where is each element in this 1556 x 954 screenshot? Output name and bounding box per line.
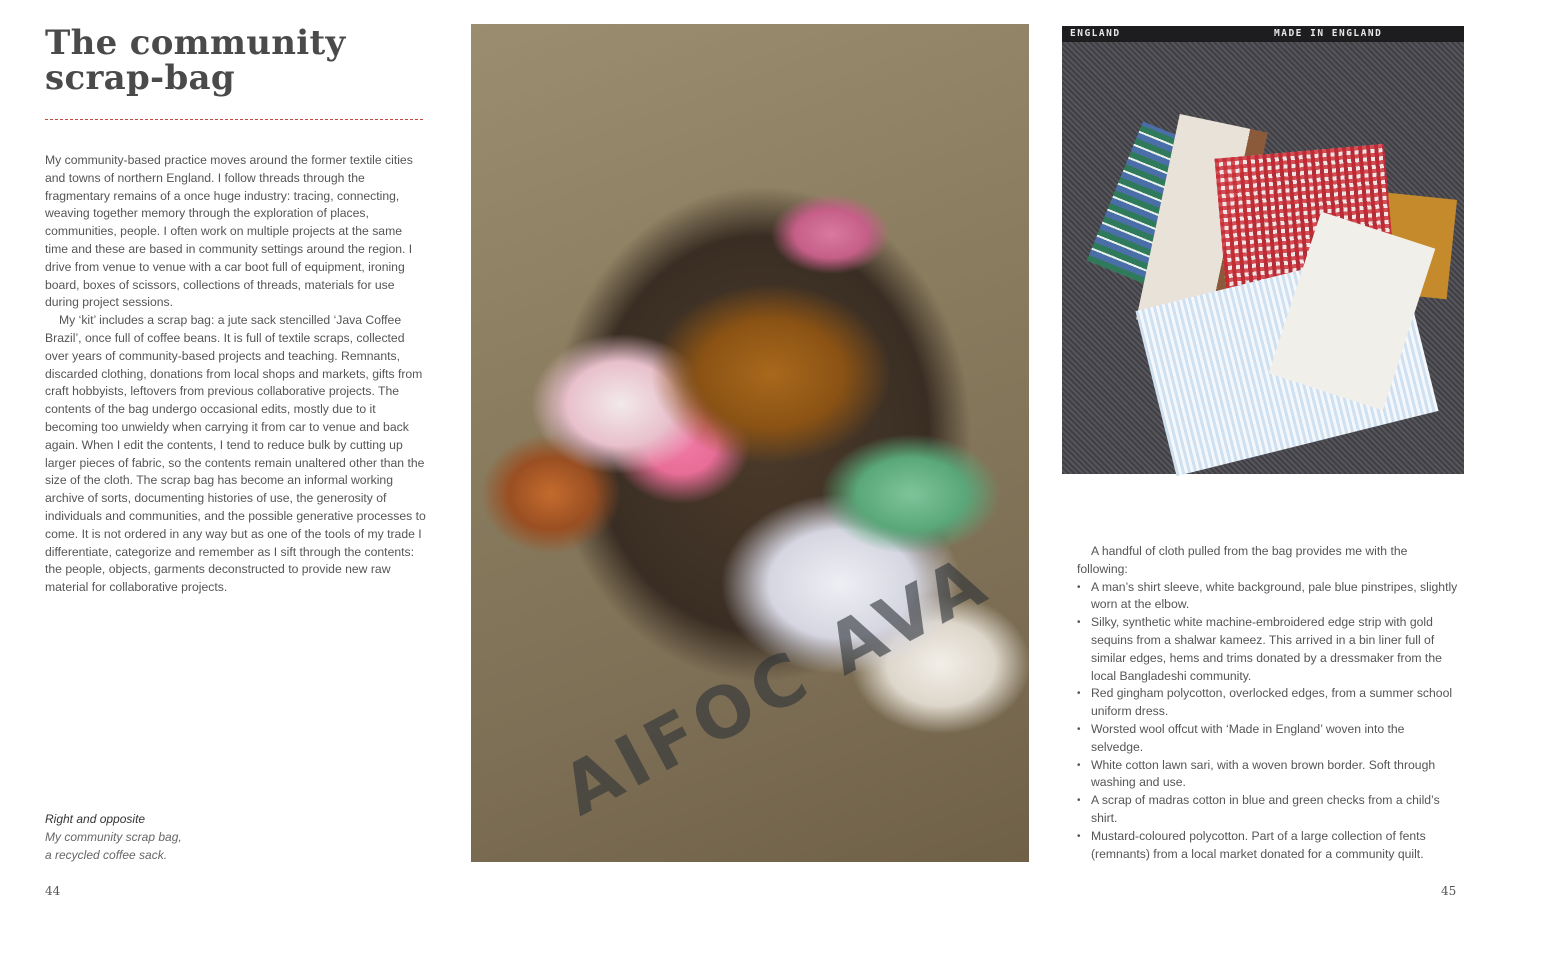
list-item: • Red gingham polycotton, overlocked edges, from a summer school uniform dress. (1077, 685, 1459, 721)
page-number-left: 44 (45, 884, 61, 898)
title-line-2: scrap-bag (45, 58, 235, 98)
scrap-bag-photo (471, 24, 1029, 862)
page-number-right: 45 (1441, 884, 1457, 898)
left-body-text (45, 152, 427, 597)
photo-caption (45, 810, 182, 864)
caption-line: a recycled coffee sack. (45, 848, 168, 862)
fabric-scraps-photo (1062, 26, 1464, 474)
paragraph: My ‘kit’ includes a scrap bag: a jute sack stencilled ‘Java Coffee Brazil’, once full of coffee beans. It is full of textile scraps, collected over years of community-based projects and teaching. Remnants, discarded clothing, donations from local shops and markets, gifts from craft hobbyists, leftovers from previous collaborative projects. The contents of the bag undergo occasional edits, mostly due to it becoming too unwieldy when carrying it from car to venue and back again. When I edit the contents, I tend to reduce bulk by cutting up larger pieces of fabric, so the contents remain unaltered other than the size of the cloth. The scrap bag has become an informal working archive of sorts, documenting histories of use, the generosity of individuals and communities, and the possible generative processes to come. It is not ordered in any way but as one of the tools of my trade I differentiate, categorize and remember as I sift through the contents: the people, objects, garments deconstructed to provide new raw material for collaborative projects. (45, 313, 426, 595)
list-item: • White cotton lawn sari, with a woven brown border. Soft through washing and use. (1077, 757, 1459, 793)
selvedge-text: MADE IN ENGLAND (1274, 28, 1383, 39)
list-item: • Mustard-coloured polycotton. Part of a large collection of fents (remnants) from a local market donated for a community quilt. (1077, 828, 1459, 864)
list-item: • Silky, synthetic white machine-embroidered edge strip with gold sequins from a shalwar kameez. This arrived in a bin liner full of similar edges, hems and trims donated by a dressmaker from the local Bangladeshi community. (1077, 614, 1459, 685)
caption-line: My community scrap bag, (45, 830, 182, 844)
selvedge-text: ENGLAND (1070, 28, 1121, 39)
fabric-list (1077, 579, 1459, 864)
title-line-1: The community (45, 23, 346, 63)
list-item: • A man’s shirt sleeve, white background, pale blue pinstripes, slightly worn at the elbow. (1077, 579, 1459, 615)
wool-selvedge (1062, 26, 1464, 42)
caption-heading: Right and opposite (45, 812, 146, 826)
right-body-text (1077, 543, 1459, 863)
list-item: • A scrap of madras cotton in blue and green checks from a child’s shirt. (1077, 792, 1459, 828)
paragraph: My community-based practice moves around the former textile cities and towns of northern England. I follow threads through the fragmentary remains of a once huge industry: tracing, connecting, weaving together memory through the exploration of places, communities, people. I often work on multiple projects at the same time and these are based in community settings around the region. I drive from venue to venue with a car boot full of equipment, ironing board, boxes of scissors, collections of threads, materials for use during project sessions. (45, 153, 413, 310)
dashed-divider (45, 119, 423, 120)
list-item: • Worsted wool offcut with ‘Made in England’ woven into the selvedge. (1077, 721, 1459, 757)
intro-paragraph: A handful of cloth pulled from the bag provides me with the following: (1077, 544, 1408, 576)
sack-stencil: AIFOC AVA (549, 538, 1004, 832)
chapter-title (45, 23, 346, 98)
